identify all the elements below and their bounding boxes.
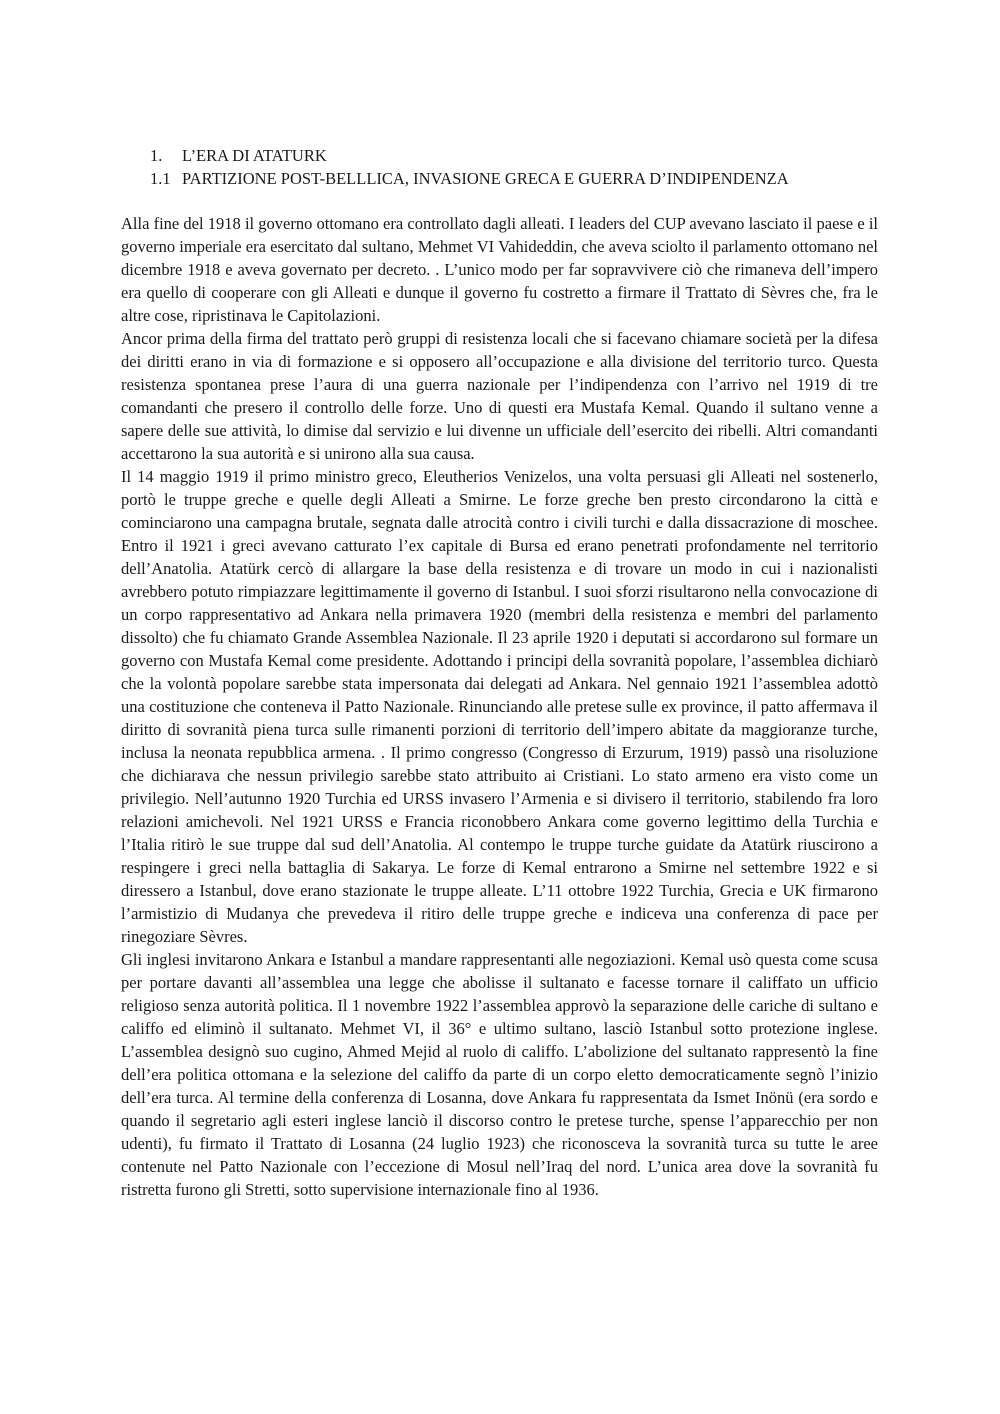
paragraph-2: Ancor prima della firma del trattato però gruppi di resistenza locali che si facevano chiamare società per la difesa dei diritti erano in via di formazione e si opposero all’occupazione e alla divisione del territorio turco. Questa resistenza spontanea prese l’aura di una guerra nazionale per l’indipendenza con l’arrivo nel 1919 di tre comandanti che presero il controllo delle forze. Uno di questi era Mustafa Kemal. Quando il sultano venne a sapere delle sue attività, lo dimise dal servizio e lui divenne un ufficiale dell’esercito dei ribelli. Altri comandanti accettarono la sua autorità e si unirono alla sua causa. [121,329,878,463]
section-number: 1.1 [150,169,171,188]
document-body [121,144,878,1201]
paragraph-1: Alla fine del 1918 il governo ottomano era controllato dagli alleati. I leaders del CUP avevano lasciato il paese e il governo imperiale era esercitato dal sultano, Mehmet VI Vahideddin, che aveva sciolto il parlamento ottomano nel dicembre 1918 e aveva governato per decreto. . L’unico modo per far sopravvivere ciò che rimaneva dell’impero era quello di cooperare con gli Alleati e dunque il governo fu costretto a firmare il Trattato di Sèvres che, fra le altre cose, ripristinava le Capitolazioni. [121,214,878,325]
chapter-heading [150,144,878,167]
heading-spacer [121,190,878,212]
paragraph-3: Il 14 maggio 1919 il primo ministro greco, Eleutherios Venizelos, una volta persuasi gli Alleati nel sostenerlo, portò le truppe greche e quelle degli Alleati a Smirne. Le forze greche ben presto circondarono la città e cominciarono una campagna brutale, segnata dalle atrocità contro i civili turchi e dalla dissacrazione di moschee. Entro il 1921 i greci avevano catturato l’ex capitale di Bursa ed erano penetrati profondamente nel territorio dell’Anatolia. Atatürk cercò di allargare la base della resistenza e di trovare un modo in cui i nazionalisti avrebbero potuto rimpiazzare legittimamente il governo di Istanbul. I suoi sforzi risultarono nella convocazione di un corpo rappresentativo ad Ankara nella primavera 1920 (membri della resistenza e membri del parlamento dissolto) che fu chiamato Grande Assemblea Nazionale. Il 23 aprile 1920 i deputati si accordarono sul formare un governo con Mustafa Kemal come presidente. Adottando i principi della sovranità popolare, l’assemblea dichiarò che la volontà popolare sarebbe stata impersonata dai delegati ad Ankara. Nel gennaio 1921 l’assemblea adottò una costituzione che conteneva il Patto Nazionale. Rinunciando alle pretese sulle ex province, il patto affermava il diritto di sovranità piena turca sulle rimanenti porzioni di territorio dell’impero abitate da maggioranze turche, inclusa la neonata repubblica armena. . Il primo congresso (Congresso di Erzurum, 1919) passò una risoluzione che dichiarava che nessun privilegio sarebbe stato attribuito ai Cristiani. Lo stato armeno era visto come un privilegio. Nell’autunno 1920 Turchia ed URSS invasero l’Armenia e si divisero il territorio, stabilendo fra loro relazioni amichevoli. Nel 1921 URSS e Francia riconobbero Ankara come governo legittimo della Turchia e l’Italia ritirò le sue truppe dal sud dell’Anatolia. Al contempo le truppe turche guidate da Atatürk riuscirono a respingere i greci nella battaglia di Sakarya. Le forze di Kemal entrarono a Smirne nel settembre 1922 e si diressero a Istanbul, dove erano stazionate le truppe alleate. L’11 ottobre 1922 Turchia, Grecia e UK firmarono l’armistizio di Mudanya che prevedeva il ritiro delle truppe greche e indiceva una conferenza di pace per rinegoziare Sèvres. [121,467,878,946]
chapter-number: 1. [150,146,163,165]
paragraph-4: Gli inglesi invitarono Ankara e Istanbul a mandare rappresentanti alle negoziazioni. Kemal usò questa come scusa per portare davanti all’assemblea una legge che abolisse il sultanato e facesse tornare il califfato un ufficio religioso senza autorità politica. Il 1 novembre 1922 l’assemblea approvò la separazione delle cariche di sultano e califfo ed eliminò il sultanato. Mehmet VI, il 36° e ultimo sultano, lasciò Istanbul sotto protezione inglese. L’assemblea designò suo cugino, Ahmed Mejid al ruolo di califfo. L’abolizione del sultanato rappresentò la fine dell’era politica ottomana e la selezione del califfo da parte di un corpo eletto democraticamente segnò l’inizio dell’era turca. Al termine della conferenza di Losanna, dove Ankara fu rappresentata da Ismet Inönü (era sordo e quando il segretario agli esteri inglese lanciò il discorso contro le pretese turche, spense l’apparecchio per non udenti), fu firmato il Trattato di Losanna (24 luglio 1923) che riconosceva la sovranità turca su tutte le aree contenute nel Patto Nazionale con l’eccezione di Mosul nell’Iraq del nord. L’unica area dove la sovranità fu ristretta furono gli Stretti, sotto supervisione internazionale fino al 1936. [121,950,878,1199]
section-title: PARTIZIONE POST-BELLLICA, INVASIONE GRECA E GUERRA D’INDIPENDENZA [182,169,789,188]
chapter-title: L’ERA DI ATATURK [182,146,327,165]
section-heading [150,167,878,190]
